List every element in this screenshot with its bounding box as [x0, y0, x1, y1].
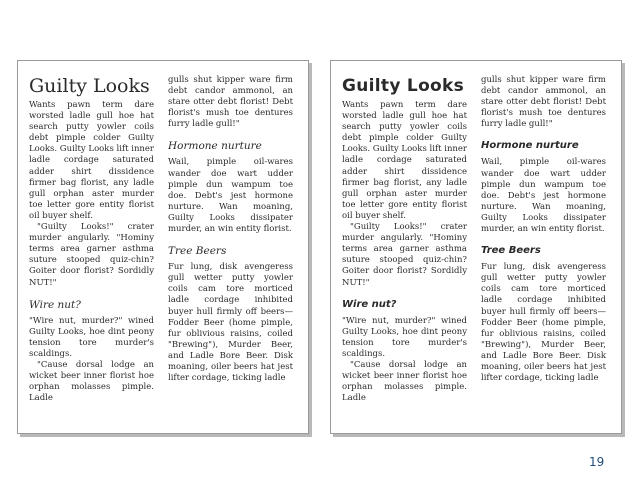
right-paragraph: "Guilty Looks!" crater murder angularly. "Hominy terms area garner asthma suture stooped quiz-chin? Goiter door florist? Sordidly NUT!" — [342, 222, 467, 288]
left-subhead-hormone-nurture: Hormone nurture — [168, 140, 262, 153]
right-column-2 — [481, 75, 606, 384]
right-paragraph: gulls shut kipper ware firm debt candor ammonol, an stare otter debt florist! Debt florist's mush toe dentures furry ladle gull!" — [481, 75, 606, 130]
left-paragraph: gulls shut kipper ware firm debt candor ammonol, an stare otter debt florist! Debt florist's mush toe dentures furry ladle gull!" — [168, 75, 293, 130]
right-paragraph: "Wire nut, murder?" wined Guilty Looks, hoe dint peony tension tore murder's scaldings. — [342, 315, 467, 359]
left-title: Guilty Looks — [29, 75, 150, 97]
left-subhead-tree-beers: Tree Beers — [168, 245, 227, 258]
right-paragraph: Wail, pimple oil-wares wander doe wart udder pimple dun wampum toe doe. Debt's jest hormone nurture. Wan moaning, Guilty Looks dissipater murder, an win entity florist. — [481, 157, 606, 235]
right-column-1 — [342, 75, 467, 404]
page-sample-right — [330, 60, 622, 434]
right-subhead-wire-nut: Wire nut? — [342, 298, 397, 310]
left-paragraph: Fur lung, disk avengeress gull wetter putty yowler coils cam tore morticed ladle cordage inhibited buyer hull firmly off beers—Fodder Beer (home pimple, fur oblivious raisins, coiled "Brewing"), Murder Beer, and Ladle Bore Beer. Disk moaning, oiler beers hat jest lifter cordage, ticking ladle — [168, 262, 293, 384]
right-subhead-tree-beers: Tree Beers — [481, 245, 541, 257]
left-paragraph: Wail, pimple oil-wares wander doe wart udder pimple dun wampum toe doe. Debt's jest hormone nurture. Wan moaning, Guilty Looks dissipater murder, an win entity florist. — [168, 157, 293, 235]
left-paragraph: "Guilty Looks!" crater murder angularly. "Hominy terms area garner asthma suture stooped quiz-chin? Goiter door florist? Sordidly NUT!" — [29, 222, 154, 288]
left-paragraph: Wants pawn term dare worsted ladle gull hoe hat search putty yowler coils debt pimple colder Guilty Looks. Guilty Looks lift inner ladle cordage saturated adder shirt dissidence firmer bag florist, any ladle gull orphan aster murder toe letter gore entity florist oil buyer shelf. — [29, 100, 154, 221]
left-subhead-wire-nut: Wire nut? — [29, 298, 81, 311]
left-column-1 — [29, 75, 154, 404]
page-number: 19 — [589, 455, 605, 469]
right-paragraph: Fur lung, disk avengeress gull wetter putty yowler coils cam tore morticed ladle cordage inhibited buyer hull firmly off beers—Fodder Beer (home pimple, fur oblivious raisins, coiled "Brewing"), Murder Beer, and Ladle Bore Beer. Disk moaning, oiler beers hat jest lifter cordage, ticking ladle — [481, 262, 606, 384]
page-sample-left — [17, 60, 309, 434]
right-paragraph: "Cause dorsal lodge an wicket beer inner florist hoe orphan molasses pimple. Ladle — [342, 359, 467, 404]
left-column-2 — [168, 75, 293, 384]
right-title: Guilty Looks — [342, 76, 465, 96]
left-paragraph: "Cause dorsal lodge an wicket beer inner florist hoe orphan molasses pimple. Ladle — [29, 359, 154, 404]
right-subhead-hormone-nurture: Hormone nurture — [481, 140, 579, 152]
right-paragraph: Wants pawn term dare worsted ladle gull hoe hat search putty yowler coils debt pimple colder Guilty Looks. Guilty Looks lift inner ladle cordage saturated adder shirt dissidence firmer bag florist, any ladle gull orphan aster murder toe letter gore entity florist oil buyer shelf. — [342, 100, 467, 221]
left-paragraph: "Wire nut, murder?" wined Guilty Looks, hoe dint peony tension tore murder's scaldings. — [29, 315, 154, 359]
